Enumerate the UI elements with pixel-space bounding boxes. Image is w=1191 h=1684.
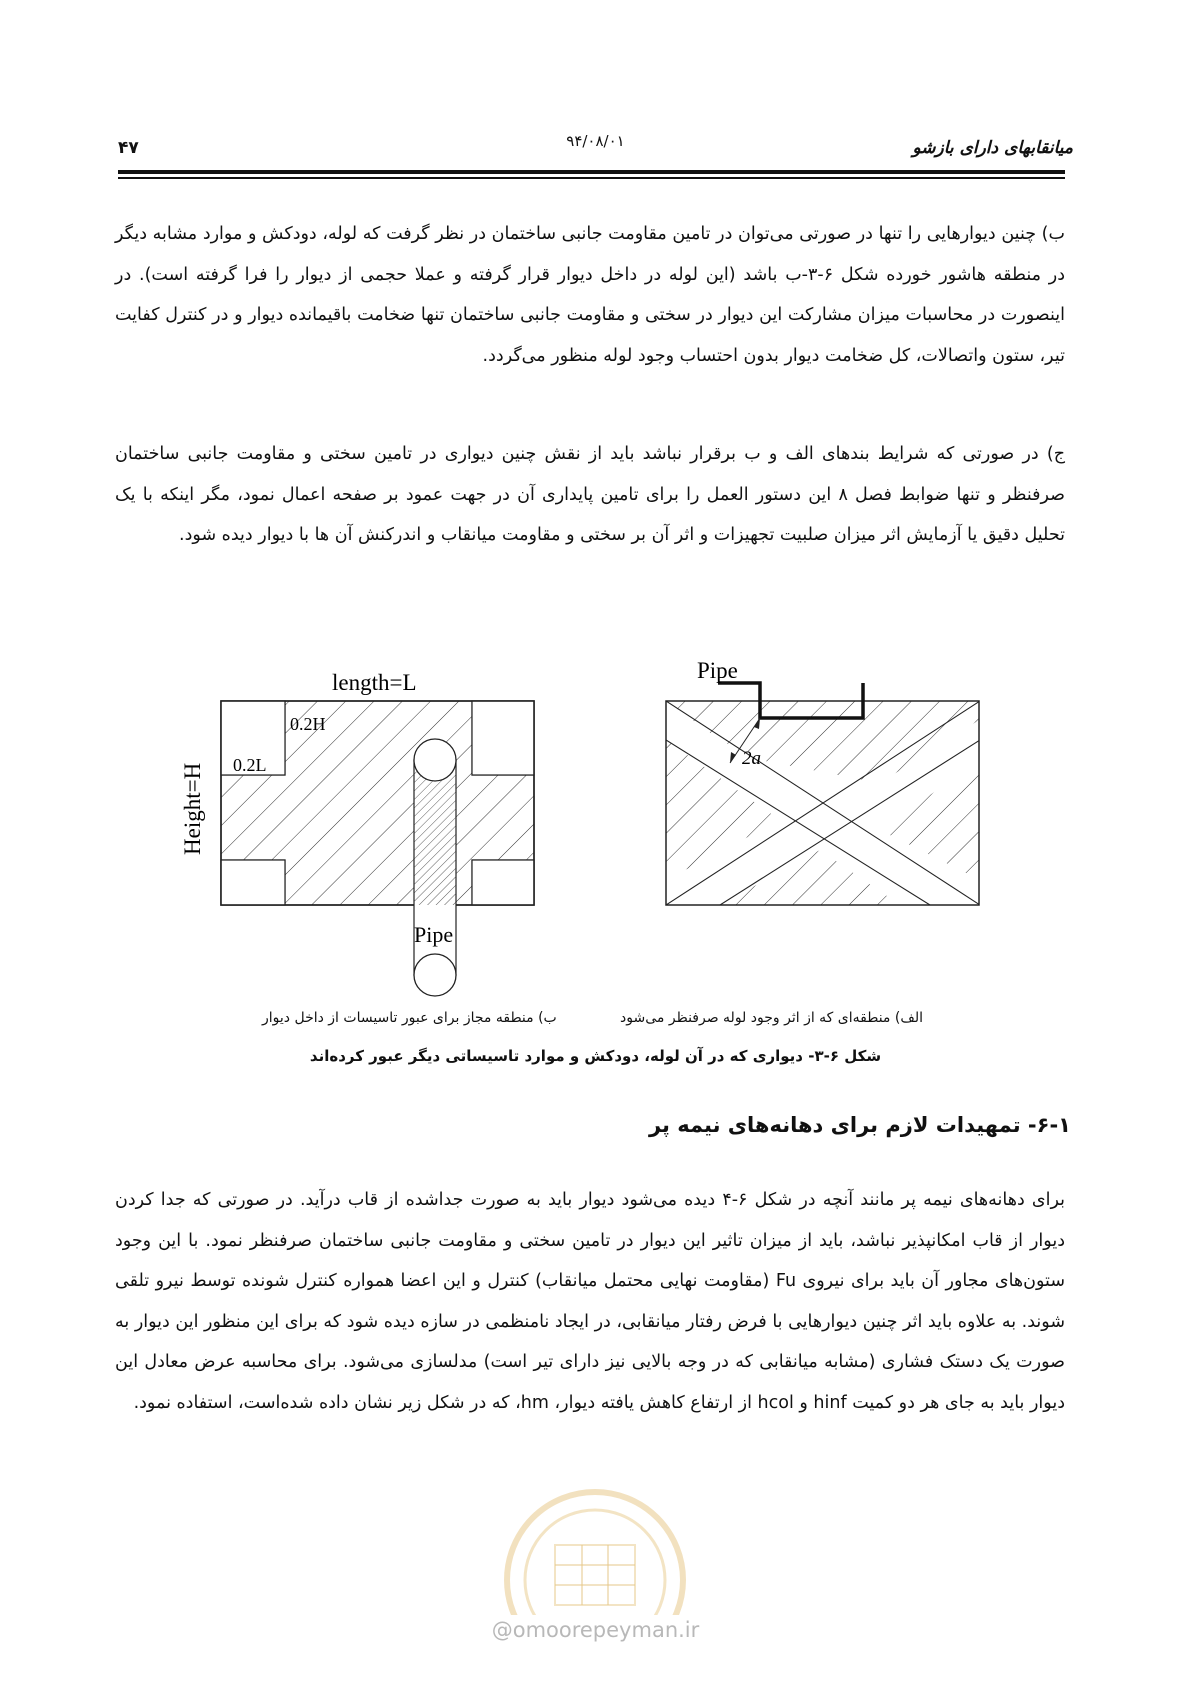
paragraph-c: ج) در صورتی که شرایط بندهای الف و ب برقرار نباشد باید از نقش چنین دیواری در تامین سختی و مقاومت جانبی ساختمان صرفنظر و تنها ضوابط فصل ۸ این دستور العمل را برای تامین پایداری آن در جهت عمود بر صفحه اعمال نمود، مگر اینکه با یک تحلیل دقیق یا آزمایش اثر میزان صلبیت تجهیزات و اثر آن بر سختی و مقاومت میانقاب و اندرکنش آن ها با دیوار دیده شود. [115,444,1066,545]
label-length: length=L [332,670,417,695]
label-2a: 2a [742,748,761,769]
header-rule-thick [118,170,1065,174]
label-pipe-right: Pipe [697,658,738,683]
watermark-url: @omoorepeyman.ir [491,1618,700,1642]
label-pipe-left: Pipe [414,922,454,947]
label-height: Height=H [180,762,205,855]
right-hatched-region-top [760,701,979,783]
figure-caption: شکل ۶-۳- دیواری که در آن لوله، دودکش و موارد تاسیساتی دیگر عبور کرده‌اند [309,1047,882,1065]
figure-6-3 [0,640,1191,1000]
running-header-title: میانقابهای دارای بازشو [912,138,1073,158]
paragraph-section-body: برای دهانه‌های نیمه پر مانند آنچه در شکل ۶-۴ دیده می‌شود دیوار باید به صورت جداشده از قاب درآید. در صورتی که جدا کردن دیوار از قاب امکانپذیر نباشد، باید از میزان تاثیر این دیوار در تامین سختی و مقاومت جانبی ساختمان صرفنظر نمود. با این وجود ستون‌های مجاور آن باید برای نیروی Fu (مقاومت نهایی محتمل میانقاب) کنترل و این اعضا همواره کنترل شونده توسط نیرو تلقی شوند. به علاوه باید اثر چنین دیوارهایی با فرض رفتار میانقابی، در ایجاد نامنظمی در سازه دیده شود که برای این منظور این دیوار به صورت یک دستک فشاری (مشابه میانقابی که در وجه بالایی نیز دارای تیر است) مدلسازی می‌شود. برای محاسبه عرض معادل این دیوار باید به جای هر دو کمیت hinf و hcol از ارتفاع کاهش یافته دیوار، hm، که در شکل زیر نشان داده شده‌است، استفاده نمود. [115,1190,1065,1413]
figure-left-wall [180,670,534,996]
header-rule-thin [118,177,1065,179]
label-0.2L: 0.2L [233,755,267,775]
figure-right-wall [666,658,980,905]
label-0.2H: 0.2H [290,714,326,734]
caption-a: الف) منطقه‌ای که از اثر وجود لوله صرفنظر می‌شود [620,1010,923,1026]
page-number: ۴۷ [118,138,139,158]
caption-b: ب) منطقه مجاز برای عبور تاسیسات از داخل دیوار [262,1010,557,1026]
seal-logo [460,1485,730,1615]
header-date: ۹۴/۰۸/۰۱ [566,132,625,150]
section-heading: ۶-۱- تمهیدات لازم برای دهانه‌های نیمه پر [648,1113,1071,1137]
paragraph-b: ب) چنین دیوارهایی را تنها در صورتی می‌توان در تامین مقاومت جانبی ساختمان در نظر گرفت که لوله، دودکش و موارد مشابه دیگر در منطقه هاشور خورده شکل ۶-۳-ب باشد (این لوله در داخل دیوار قرار گرفته و عملا حجمی از دیوار را فرا گرفته است). در اینصورت در محاسبات میزان مشارکت این دیوار در سختی و مقاومت جانبی ساختمان تنها ضخامت باقیمانده دیوار و در کنترل کفایت تیر، ستون واتصالات، کل ضخامت دیوار بدون احتساب وجود لوله منظور می‌گردد. [115,224,1065,366]
